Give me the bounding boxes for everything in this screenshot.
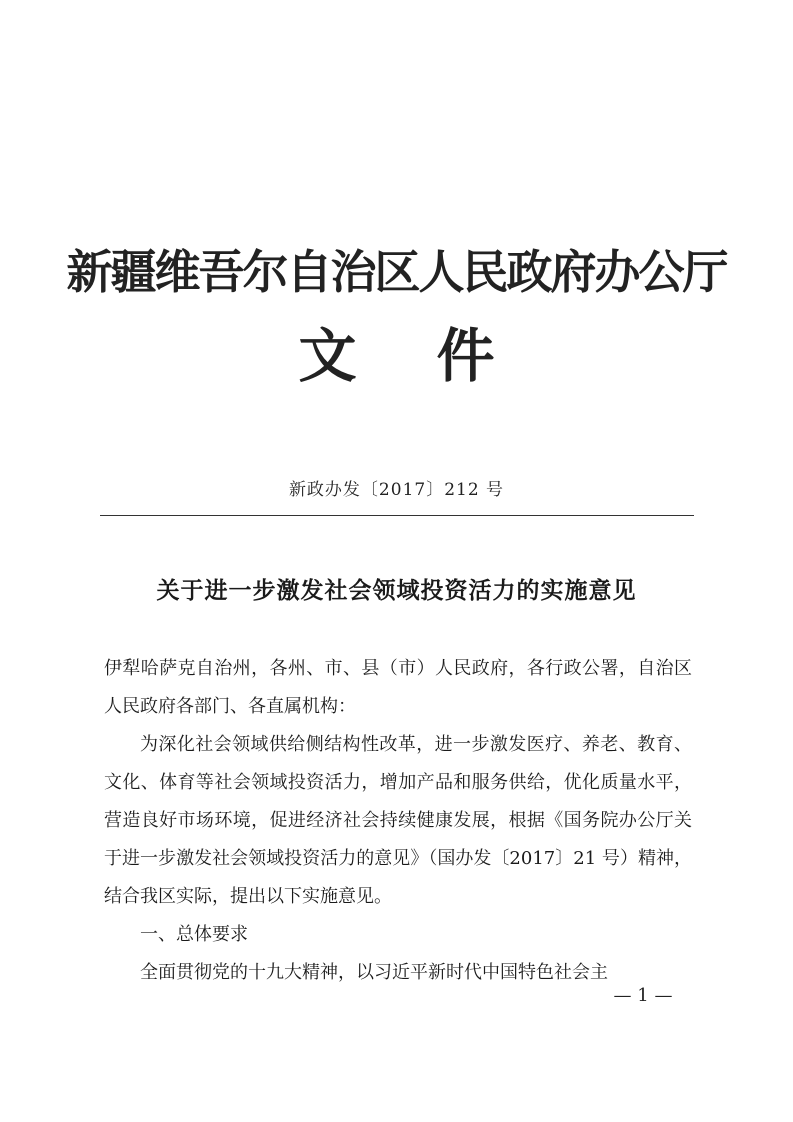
body-paragraph: 全面贯彻党的十九大精神，以习近平新时代中国特色社会主 (140, 962, 608, 983)
page-number: — 1 — (613, 985, 673, 1006)
body-paragraph: 为深化社会领域供给侧结构性改革，进一步激发医疗、养老、教育、文化、体育等社会领域投资活力，增加产品和服务供给，优化质量水平，营造良好市场环境，促进经济社会持续健康发展，根据《国务院办公厅关于进一步激发社会领域投资活力的意见》（国办发〔2017〕21 号）精神，结合我区实际，提出以下实施意见。 (104, 734, 692, 907)
document-number: 新政办发〔2017〕212 号 (288, 480, 505, 500)
header-divider (100, 515, 694, 516)
addressee-paragraph: 伊犁哈萨克自治州，各州、市、县（市）人民政府，各行政公署，自治区人民政府各部门、各直属机构： (104, 658, 692, 717)
document-body (104, 650, 692, 992)
section-heading: 一、总体要求 (140, 924, 248, 945)
issuing-authority: 新疆维吾尔自治区人民政府办公厅 (66, 245, 727, 299)
document-type-char-1: 文 (298, 322, 357, 390)
document-title: 关于进一步激发社会领域投资活力的实施意见 (156, 578, 637, 604)
document-type-heading (0, 320, 793, 392)
document-type-char-2: 件 (436, 322, 495, 390)
